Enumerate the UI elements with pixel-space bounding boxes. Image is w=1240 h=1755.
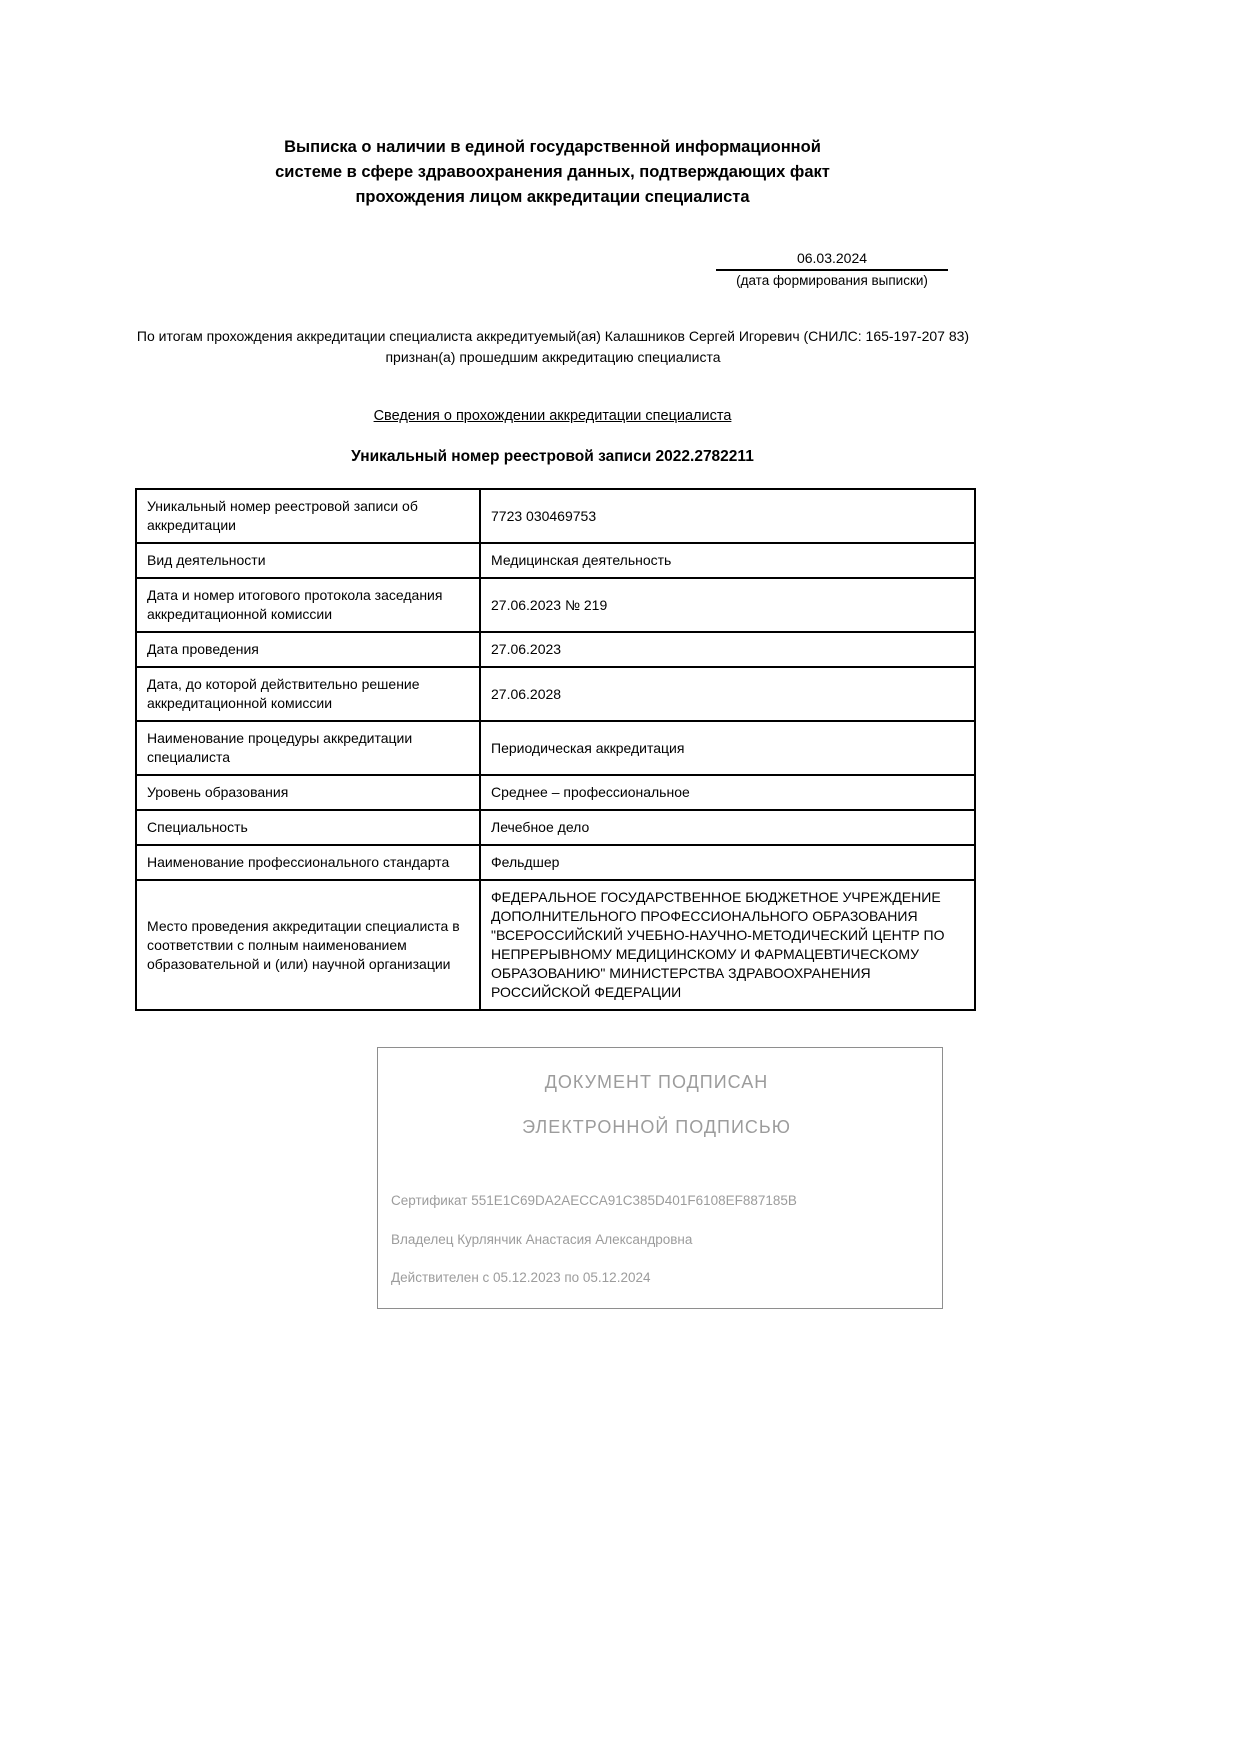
table-row: [136, 845, 975, 880]
signature-title-line-1: ДОКУМЕНТ ПОДПИСАН: [544, 1072, 769, 1092]
registry-number-heading: Уникальный номер реестровой записи 2022.2782211: [351, 448, 754, 465]
table-row: [136, 775, 975, 810]
row-value: 27.06.2023: [480, 632, 975, 667]
row-label: Наименование процедуры аккредитации специалиста: [136, 721, 480, 775]
row-value: 27.06.2028: [480, 667, 975, 721]
document-title-line-3: прохождения лицом аккредитации специалиста: [355, 188, 750, 206]
table-row: [136, 810, 975, 845]
intro-paragraph: По итогам прохождения аккредитации специалиста аккредитуемый(ая) Калашников Сергей Игоревич (СНИЛС: 165-197-207 83) признан(а) прошедшим аккредитацию специалиста: [136, 328, 970, 365]
row-label: Наименование профессионального стандарта: [136, 845, 480, 880]
document-page: [135, 0, 970, 1309]
accreditation-table: [135, 488, 976, 1011]
row-label: Специальность: [136, 810, 480, 845]
table-row: [136, 489, 975, 543]
row-value: Периодическая аккредитация: [480, 721, 975, 775]
row-value: Среднее – профессиональное: [480, 775, 975, 810]
row-label: Дата и номер итогового протокола заседания аккредитационной комиссии: [136, 578, 480, 632]
row-value: Медицинская деятельность: [480, 543, 975, 578]
table-row: [136, 632, 975, 667]
row-label: Вид деятельности: [136, 543, 480, 578]
document-title: [263, 135, 843, 210]
row-label: Уникальный номер реестровой записи об аккредитации: [136, 489, 480, 543]
row-value: Фельдшер: [480, 845, 975, 880]
signature-certificate: Сертификат 551E1C69DA2AECCA91C385D401F6108EF887185B: [391, 1193, 797, 1208]
electronic-signature-stamp: [377, 1047, 943, 1309]
section-heading: Сведения о прохождении аккредитации специалиста: [373, 408, 732, 424]
issue-date-caption: (дата формирования выписки): [736, 273, 928, 288]
row-value: 27.06.2023 № 219: [480, 578, 975, 632]
issue-date: 06.03.2024: [716, 250, 948, 271]
row-value: ФЕДЕРАЛЬНОЕ ГОСУДАРСТВЕННОЕ БЮДЖЕТНОЕ УЧРЕЖДЕНИЕ ДОПОЛНИТЕЛЬНОГО ПРОФЕССИОНАЛЬНОГО ОБРАЗОВАНИЯ "ВСЕРОССИЙСКИЙ УЧЕБНО-НАУЧНО-МЕТОДИЧЕСКИЙ ЦЕНТР ПО НЕПРЕРЫВНОМУ МЕДИЦИНСКОМУ И ФАРМАЦЕВТИЧЕСКОМУ ОБРАЗОВАНИЮ" МИНИСТЕРСТВА ЗДРАВООХРАНЕНИЯ РОССИЙСКОЙ ФЕДЕРАЦИИ: [480, 880, 975, 1010]
table-row: [136, 543, 975, 578]
row-value: 7723 030469753: [480, 489, 975, 543]
row-label: Дата проведения: [136, 632, 480, 667]
row-value: Лечебное дело: [480, 810, 975, 845]
table-row: [136, 880, 975, 1010]
table-row: [136, 578, 975, 632]
document-title-line-2: системе в сфере здравоохранения данных, подтверждающих факт: [275, 163, 830, 181]
table-row: [136, 721, 975, 775]
issue-date-block: [716, 250, 948, 288]
table-row: [136, 667, 975, 721]
row-label: Дата, до которой действительно решение аккредитационной комиссии: [136, 667, 480, 721]
row-label: Уровень образования: [136, 775, 480, 810]
signature-title-line-2: ЭЛЕКТРОННОЙ ПОДПИСЬЮ: [522, 1117, 791, 1137]
row-label: Место проведения аккредитации специалиста в соответствии с полным наименованием образовательной и (или) научной организации: [136, 880, 480, 1010]
signature-validity: Действителен с 05.12.2023 по 05.12.2024: [391, 1270, 651, 1285]
document-title-line-1: Выписка о наличии в единой государственной информационной: [284, 138, 821, 156]
signature-owner: Владелец Курлянчик Анастасия Александровна: [391, 1232, 693, 1247]
